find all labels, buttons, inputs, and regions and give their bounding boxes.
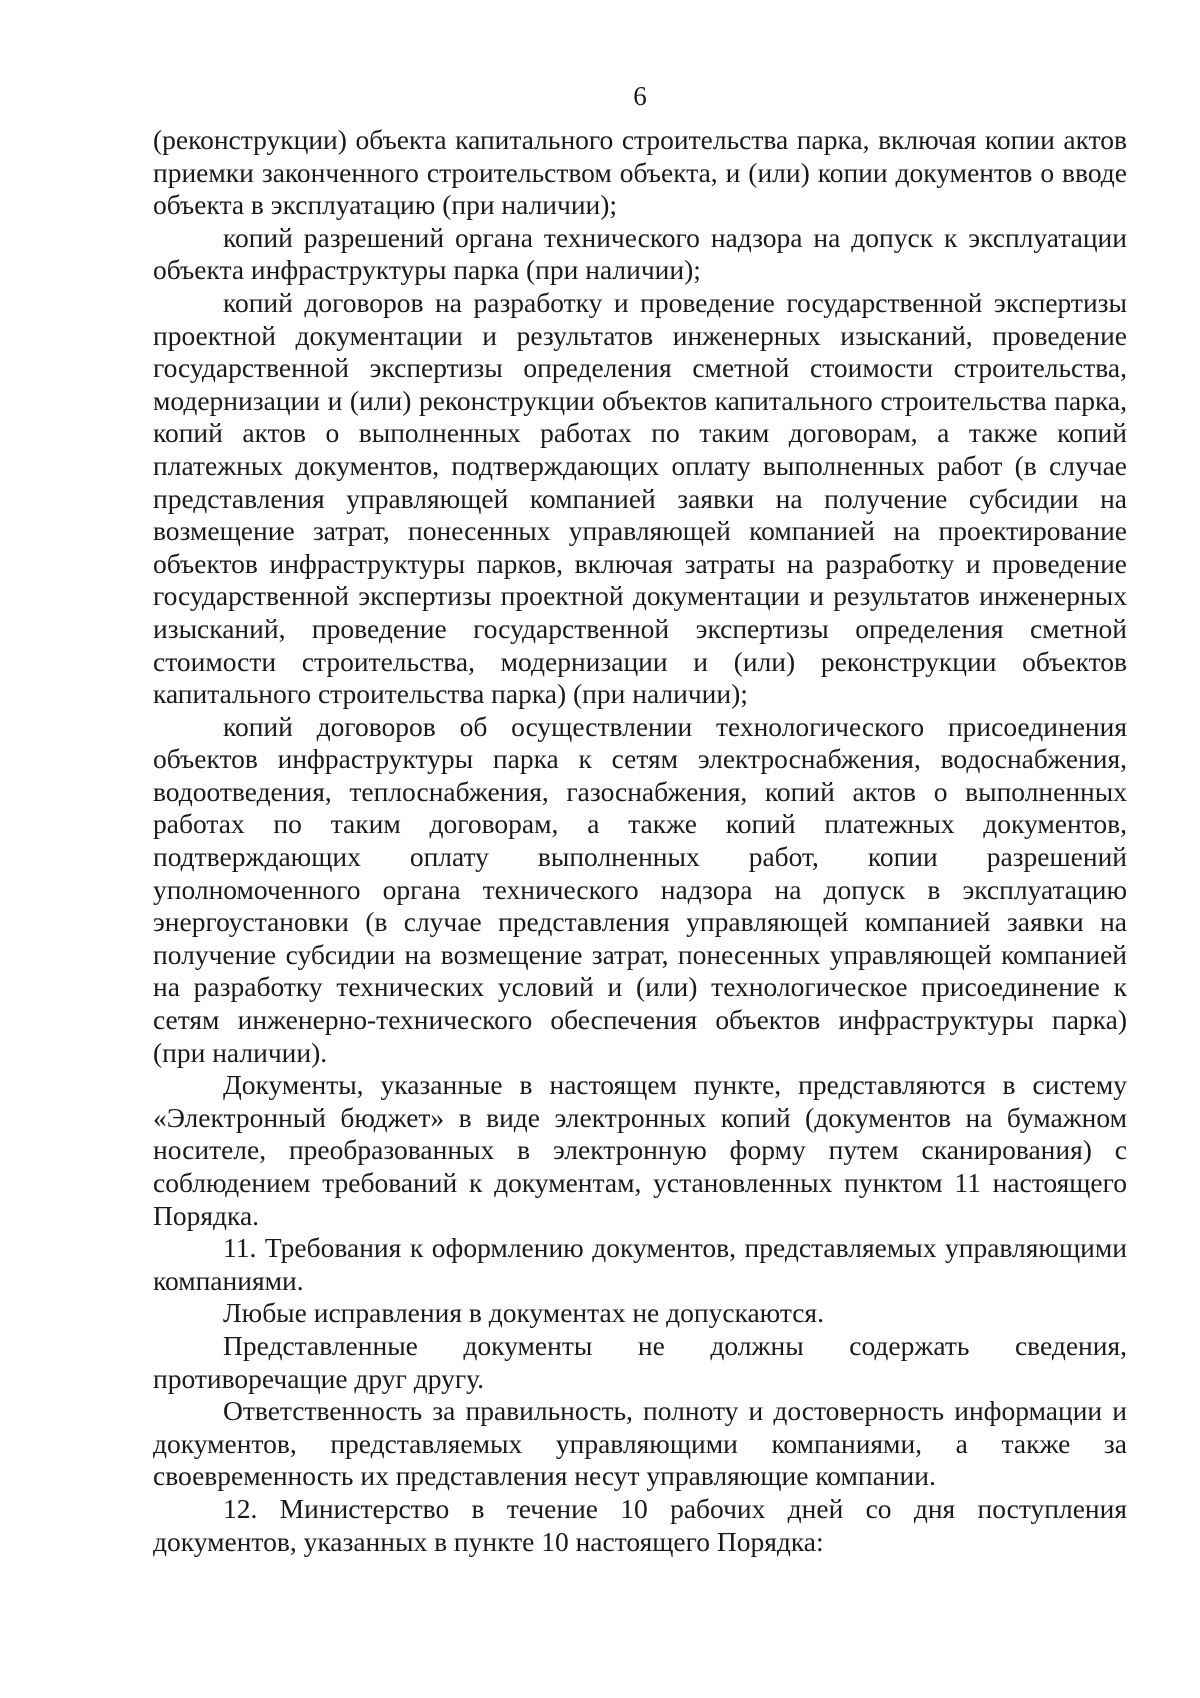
- paragraph-design-expertise-contracts: копий договоров на разработку и проведение государственной экспертизы проектной документации и результатов инженерных изысканий, проведение государственной экспертизы определения сметной стоимости строительства, модернизации и (или) реконструкции объектов капитального строительства парка, копий актов о выполненных работах по таким договорам, а также копий платежных документов, подтверждающих оплату выполненных работ (в случае представления управляющей компанией заявки на получение субсидии на возмещение затрат, понесенных управляющей компанией на проектирование объектов инфраструктуры парков, включая затраты на разработку и проведение государственной экспертизы проектной документации и результатов инженерных изысканий, проведение государственной экспертизы определения сметной стоимости строительства, модернизации и (или) реконструкции объектов капитального строительства парка) (при наличии);: [153, 286, 1127, 710]
- paragraph-technical-supervision-permits: копий разрешений органа технического надзора на допуск к эксплуатации объекта инфраструктуры парка (при наличии);: [153, 221, 1127, 286]
- paragraph-no-contradictions: Представленные документы не должны содержать сведения, противоречащие друг другу.: [153, 1329, 1127, 1394]
- paragraph-no-corrections: Любые исправления в документах не допускаются.: [223, 1297, 824, 1329]
- paragraph-responsibility: Ответственность за правильность, полноту и достоверность информации и документов, представляемых управляющими компаниями, а также за своевременность их представления несут управляющие компании.: [153, 1395, 1127, 1492]
- page-number: 6: [633, 81, 647, 111]
- paragraph-reconstruction-acts: (реконструкции) объекта капитального строительства парка, включая копии актов приемки законченного строительством объекта, и (или) копии документов о вводе объекта в эксплуатацию (при наличии);: [153, 124, 1127, 221]
- paragraph-item-11: 11. Требования к оформлению документов, представляемых управляющими компаниями.: [153, 1232, 1127, 1296]
- paragraph-grid-connection-contracts: копий договоров об осуществлении технологического присоединения объектов инфраструктуры парка к сетям электроснабжения, водоснабжения, водоотведения, теплоснабжения, газоснабжения, копий актов о выполненных работах по таким договорам, а также копий платежных документов, подтверждающих оплату выполненных работ, копии разрешений уполномоченного органа технического надзора на допуск в эксплуатацию энергоустановки (в случае представления управляющей компанией заявки на получение субсидии на возмещение затрат, понесенных управляющей компанией на разработку технических условий и (или) технологическое присоединение к сетям инженерно-технического обеспечения объектов инфраструктуры парка) (при наличии).: [153, 710, 1127, 1068]
- document-body: [153, 124, 1127, 1558]
- paragraph-item-12: 12. Министерство в течение 10 рабочих дней со дня поступления документов, указанных в пункте 10 настоящего Порядка:: [153, 1492, 1127, 1557]
- paragraph-electronic-budget: Документы, указанные в настоящем пункте, представляются в систему «Электронный бюджет» в виде электронных копий (документов на бумажном носителе, преобразованных в электронную форму путем сканирования) с соблюдением требований к документам, установленных пунктом 11 настоящего Порядка.: [153, 1069, 1127, 1231]
